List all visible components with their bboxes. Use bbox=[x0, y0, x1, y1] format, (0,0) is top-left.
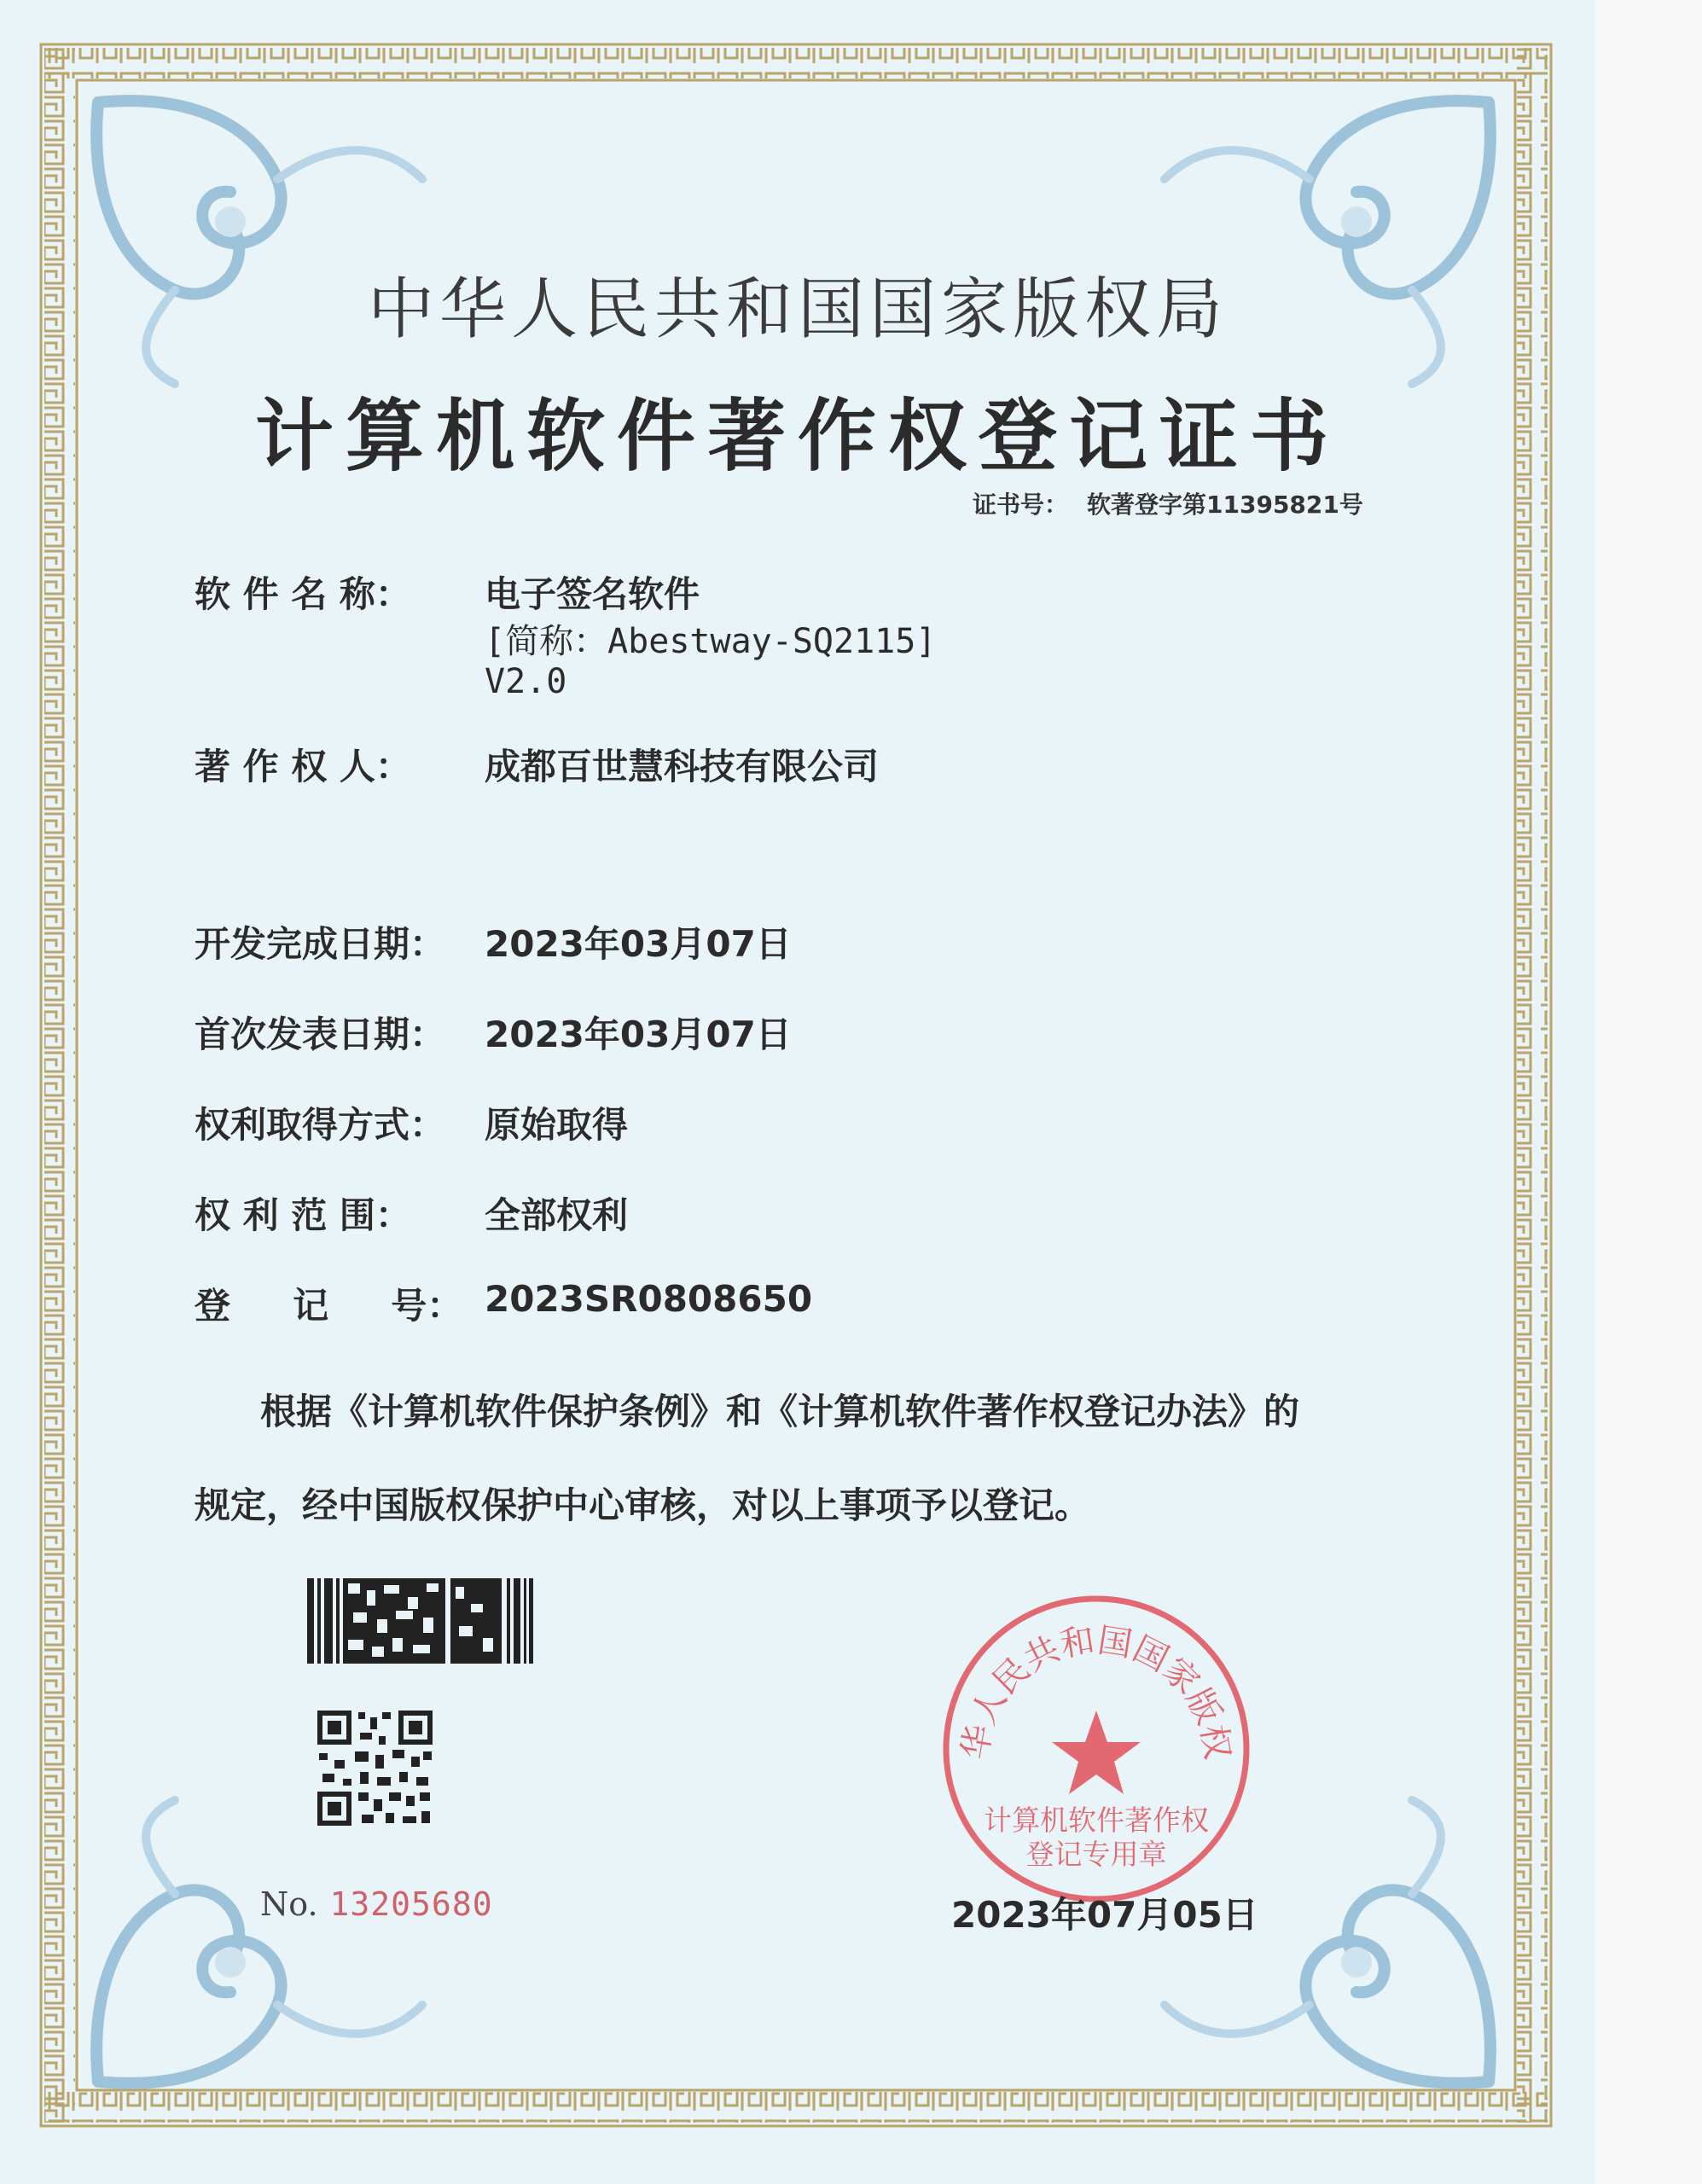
field-value: 2023年03月07日 bbox=[485, 1014, 792, 1055]
field-value-abbr: [简称：Abestway-SQ2115] bbox=[485, 622, 937, 661]
corner-ornament-bottom-left bbox=[81, 1792, 439, 2099]
statement-line-1: 根据《计算机软件保护条例》和《计算机软件著作权登记办法》的 bbox=[260, 1391, 1300, 1432]
field-label: 登 记 号： bbox=[195, 1285, 463, 1327]
statement-line-2: 规定，经中国版权保护中心审核，对以上事项予以登记。 bbox=[195, 1484, 1091, 1526]
qr-code bbox=[317, 1711, 433, 1826]
seal-inner-line-2: 登记专用章 bbox=[1025, 1838, 1167, 1871]
field-label: 著 作 权 人： bbox=[195, 746, 411, 787]
field-label: 开发完成日期： bbox=[195, 923, 446, 965]
serial-prefix: No. bbox=[260, 1885, 318, 1923]
field-value: 成都百世慧科技有限公司 bbox=[485, 746, 880, 787]
field-value: 全部权利 bbox=[485, 1194, 629, 1236]
field-value: 原始取得 bbox=[485, 1104, 629, 1146]
serial-value: 13205680 bbox=[329, 1885, 493, 1923]
field-label: 首次发表日期： bbox=[195, 1014, 446, 1055]
certificate-title: 计算机软件著作权登记证书 bbox=[254, 390, 1340, 482]
barcode bbox=[307, 1578, 533, 1664]
issuing-authority: 中华人民共和国国家版权局 bbox=[367, 271, 1228, 348]
field-label: 软 件 名 称： bbox=[195, 573, 411, 615]
seal-inner-line-1: 计算机软件著作权 bbox=[984, 1804, 1209, 1837]
official-seal bbox=[934, 1587, 1258, 1911]
svg-text:中华人民共和国国家版权局 bbox=[934, 1587, 1237, 1762]
field-value-version: V2.0 bbox=[485, 662, 567, 701]
field-label: 权 利 范 围： bbox=[195, 1194, 411, 1236]
field-value: 电子签名软件 bbox=[485, 573, 700, 615]
field-value: 2023年03月07日 bbox=[485, 923, 792, 965]
field-label: 权利取得方式： bbox=[195, 1104, 446, 1146]
certificate-number bbox=[973, 486, 1363, 520]
issue-date: 2023年07月05日 bbox=[951, 1894, 1258, 1936]
serial-number bbox=[260, 1885, 493, 1923]
field-value: 2023SR0808650 bbox=[485, 1278, 813, 1320]
seal-outer-text: 华人民共和国国家版权 bbox=[955, 1620, 1238, 1763]
certificate-number-label: 证书号： bbox=[973, 491, 1069, 519]
certificate-number-value: 软著登字第11395821号 bbox=[1087, 491, 1363, 519]
